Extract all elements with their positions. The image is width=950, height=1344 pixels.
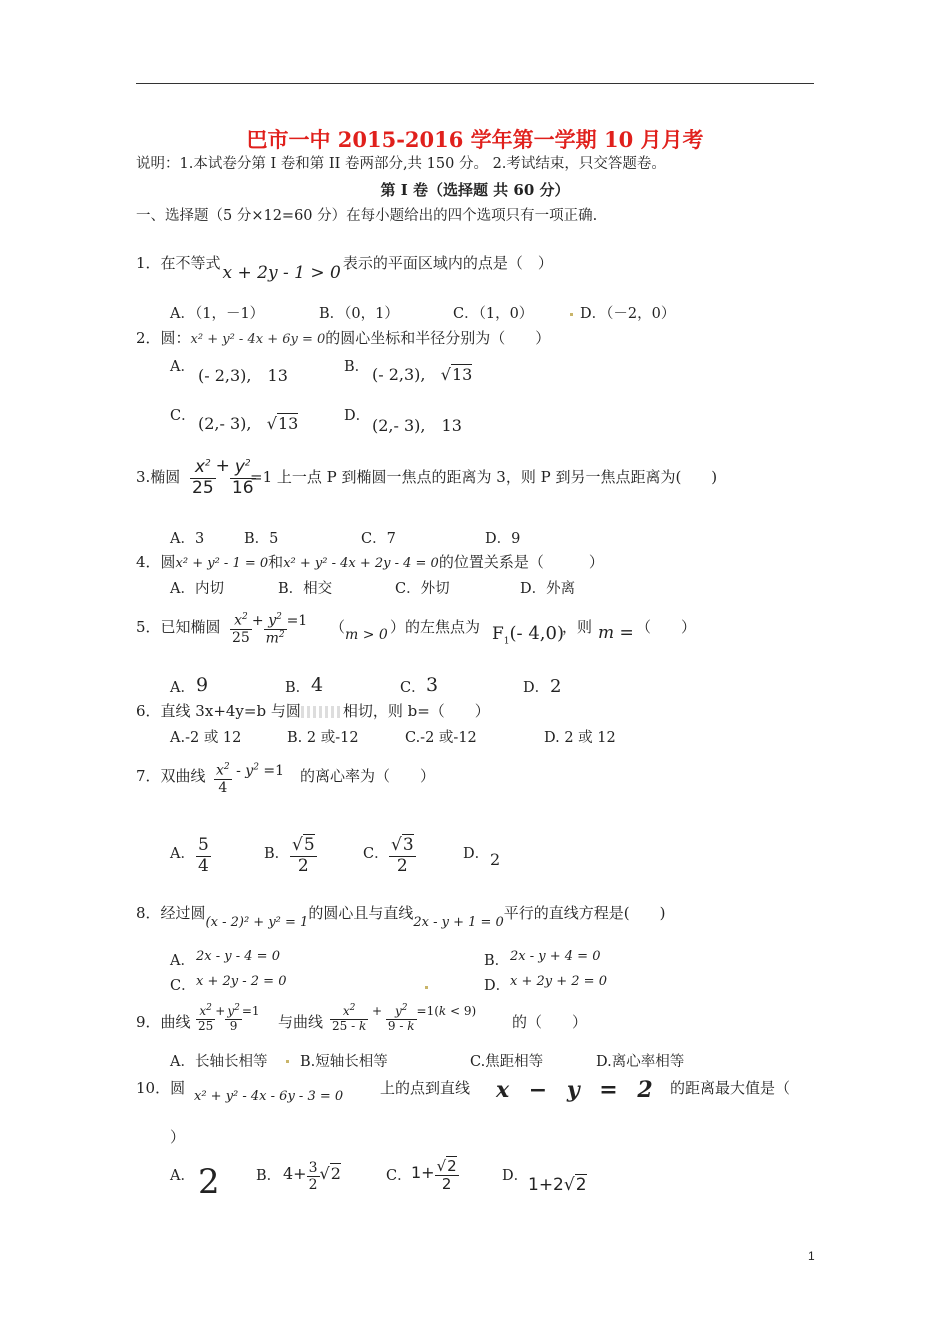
q6-garbled-formula: [301, 706, 343, 718]
q2-option-c-math: (2,- 3), √13: [198, 414, 299, 433]
q6-option-b[interactable]: B. 2 或-12: [287, 730, 359, 746]
q5-option-c-value: 3: [426, 674, 439, 696]
q9-option-d[interactable]: D.离心率相等: [596, 1054, 685, 1070]
q2-option-d-math: (2,- 3), 13: [372, 416, 462, 435]
top-rule: [136, 83, 814, 84]
q7-option-b-label[interactable]: B．: [264, 846, 290, 862]
q5-focus: $F_1(-$ 4,0): [492, 623, 565, 647]
question-4: [136, 551, 604, 572]
q10-option-b-label[interactable]: B．: [256, 1168, 282, 1184]
q9-stem-a: 9．曲线: [136, 1013, 191, 1031]
q9-stem-c: 的（ ）: [512, 1013, 588, 1031]
speck: [286, 1060, 289, 1063]
q9-option-b[interactable]: B.短轴长相等: [300, 1054, 388, 1070]
q5-stem-b: （: [330, 618, 346, 636]
q7-option-a-label[interactable]: A．: [170, 846, 195, 862]
q2-stem-b: 的圆心坐标和半径分别为（ ）: [325, 329, 551, 347]
q7-option-c-value: $\frac{√3}{2}$: [391, 835, 414, 876]
question-2: [136, 327, 550, 348]
q1-stem-b: 表示的平面区域内的点是（ ）: [342, 254, 553, 272]
q6-stem-a: 6．直线 3x+4y=b 与圆: [136, 702, 301, 720]
q5-fraction: $\frac{x^2}{25}$ + $\frac{y^2}{m^2}$ =1: [232, 612, 308, 647]
q4-stem-a: 4．圆: [136, 553, 176, 571]
q5-option-d-label[interactable]: D．: [523, 680, 550, 696]
q3-option-d[interactable]: D．9: [485, 531, 521, 547]
q10-line: x − y = 2: [496, 1077, 659, 1103]
q3-option-b[interactable]: B．5: [244, 531, 279, 547]
q10-stem-a: 10．圆: [136, 1079, 186, 1097]
q5-condition: m > 0: [345, 627, 388, 643]
q10-stem-c: 的距离最大值是（: [670, 1079, 791, 1097]
section-intro: 一、选择题（5 分×12=60 分）在每小题给出的四个选项只有一项正确.: [136, 208, 598, 224]
q1-option-b[interactable]: B．（0，1）: [319, 306, 399, 322]
q5-option-d-value: 2: [550, 676, 562, 697]
q8-option-a-math: 2x - y - 4 = 0: [196, 949, 280, 964]
q7-option-d-label[interactable]: D．: [463, 846, 490, 862]
q8-stem-b: 的圆心且与直线: [308, 904, 414, 922]
q4-option-d[interactable]: D．外离: [520, 581, 576, 597]
q4-stem-b: 的位置关系是（ ）: [438, 553, 604, 571]
q10-option-d-label[interactable]: D．: [502, 1168, 529, 1184]
q4-option-b[interactable]: B．相交: [278, 581, 333, 597]
q8-stem-a: 8．经过圆: [136, 904, 206, 922]
q10-option-a-label[interactable]: A．: [170, 1168, 195, 1184]
speck: [425, 986, 428, 989]
q8-math-2: 2x - y + 1 = 0: [413, 915, 504, 930]
q4-math-1: x² + y² - 1 = 0: [175, 556, 269, 571]
q2-option-d-label[interactable]: D．: [344, 408, 371, 424]
q2-option-b-math: (- 2,3), √13: [372, 365, 473, 384]
q9-fraction-1: $\frac{x^2}{25}$ + $\frac{y^2}{9}$ =1: [198, 1003, 260, 1033]
q6-option-a[interactable]: A.-2 或 12: [170, 730, 242, 746]
q8-option-d-label[interactable]: D．: [484, 978, 511, 994]
q5-option-b-value: 4: [311, 674, 324, 696]
q10-math: x² + y² - 4x - 6y - 3 = 0: [194, 1089, 344, 1104]
q5-stem-a: 5．已知椭圆: [136, 618, 221, 636]
q10-option-c-value: 1+ $\frac{√2}{2}$: [411, 1157, 457, 1194]
exam-title: 巴市一中 2015-2016 学年第一学期 10 月月考: [246, 127, 704, 152]
q3-option-c[interactable]: C．7: [361, 531, 396, 547]
q1-option-d[interactable]: D．（－2，0）: [580, 306, 676, 322]
q8-option-a-label[interactable]: A．: [170, 953, 195, 969]
q7-option-a-value: $\frac{5}{4}$: [198, 835, 209, 876]
q5-option-a-label[interactable]: A．: [170, 680, 195, 696]
question-6: [136, 700, 490, 721]
q6-option-d[interactable]: D. 2 或 12: [544, 730, 616, 746]
q2-option-b-label[interactable]: B．: [344, 359, 370, 375]
q3-fraction: $\frac{x^2}{25}$ + $\frac{y^2}{16}$: [192, 456, 254, 498]
q10-option-a-value: 2: [198, 1162, 220, 1202]
q9-fraction-2: $\frac{x^2}{25 - k}$ + $\frac{y^2}{9 - k}$ =1(k < 9): [332, 1003, 477, 1033]
exam-note: 说明：1.本试卷分第 I 卷和第 II 卷两部分,共 150 分。 2.考试结束，只交答题卷。: [136, 156, 666, 172]
q5-option-a-value: 9: [196, 674, 209, 696]
q9-option-a[interactable]: A．长轴长相等: [170, 1054, 268, 1070]
q3-option-a[interactable]: A．3: [170, 531, 205, 547]
q10-option-b-value: 4+ $\frac{3}{2}$ √2: [283, 1160, 341, 1194]
q10-option-c-label[interactable]: C．: [386, 1168, 412, 1184]
q5-stem-c: ）的左焦点为: [390, 618, 481, 636]
q4-option-c[interactable]: C．外切: [395, 581, 450, 597]
q8-option-d-math: x + 2y + 2 = 0: [510, 974, 607, 989]
q7-fraction: $\frac{x^2}{4}$ - $y^2 =1$: [216, 762, 285, 796]
q5-option-b-label[interactable]: B．: [285, 680, 311, 696]
q7-option-b-value: $\frac{√5}{2}$: [292, 835, 315, 876]
q8-math-1: (x - 2)² + y² = 1: [205, 915, 309, 930]
q2-stem-a: 2．圆：: [136, 329, 191, 347]
question-1: [136, 252, 553, 283]
q1-option-a[interactable]: A．（1，－1）: [170, 306, 265, 322]
q8-stem-c: 平行的直线方程是( ): [503, 904, 666, 922]
q2-option-a-math: (- 2,3), 13: [198, 366, 288, 385]
q4-math-2: x² + y² - 4x + 2y - 4 = 0: [283, 556, 439, 571]
q2-option-a-label[interactable]: A．: [170, 359, 195, 375]
q10-option-d-value: 1+2√2: [528, 1175, 587, 1195]
q7-option-c-label[interactable]: C．: [363, 846, 389, 862]
q7-option-d-value: 2: [490, 850, 501, 869]
speck: [570, 313, 573, 316]
sqrt-icon: √: [440, 365, 451, 384]
q4-option-a[interactable]: A．内切: [170, 581, 224, 597]
q8-option-c-math: x + 2y - 2 = 0: [196, 974, 287, 989]
q10-stem-d: ）: [170, 1128, 186, 1146]
q6-stem-b: 相切，则 b=（ ）: [342, 702, 490, 720]
q10-stem-b: 上的点到直线: [380, 1079, 471, 1097]
q1-option-c[interactable]: C．（1，0）: [453, 306, 534, 322]
q9-stem-b: 与曲线: [278, 1013, 324, 1031]
q4-mid: 和: [268, 553, 284, 571]
question-8: [136, 902, 666, 930]
q5-m-eq: m =: [598, 623, 634, 643]
section-heading: 第 I 卷（选择题 共 60 分）: [380, 181, 570, 199]
q8-option-b-label[interactable]: B．: [484, 953, 510, 969]
q2-option-c-label[interactable]: C．: [170, 408, 196, 424]
q8-option-b-math: 2x - y + 4 = 0: [510, 949, 601, 964]
q6-option-c[interactable]: C.-2 或-12: [405, 730, 477, 746]
q5-stem-d: ，则: [562, 618, 593, 636]
q7-stem-b: 的离心率为（ ）: [300, 767, 436, 785]
q1-math: x + 2y - 1 > 0: [222, 263, 341, 283]
q8-option-c-label[interactable]: C．: [170, 978, 196, 994]
q1-stem-a: 1．在不等式: [136, 254, 221, 272]
q2-math: x² + y² - 4x + 6y = 0: [190, 332, 326, 347]
q9-option-c[interactable]: C.焦距相等: [470, 1054, 544, 1070]
q3-stem-a: 3.椭圆: [136, 468, 181, 486]
q7-stem-a: 7．双曲线: [136, 767, 206, 785]
q3-stem-b: =1 上一点 P 到椭圆一焦点的距离为 3，则 P 到另一焦点距离为( ): [250, 468, 718, 486]
page-number: 1: [808, 1249, 815, 1263]
sqrt-icon: √: [266, 414, 277, 433]
q5-stem-e: （ ）: [636, 618, 697, 636]
q5-option-c-label[interactable]: C．: [400, 680, 426, 696]
